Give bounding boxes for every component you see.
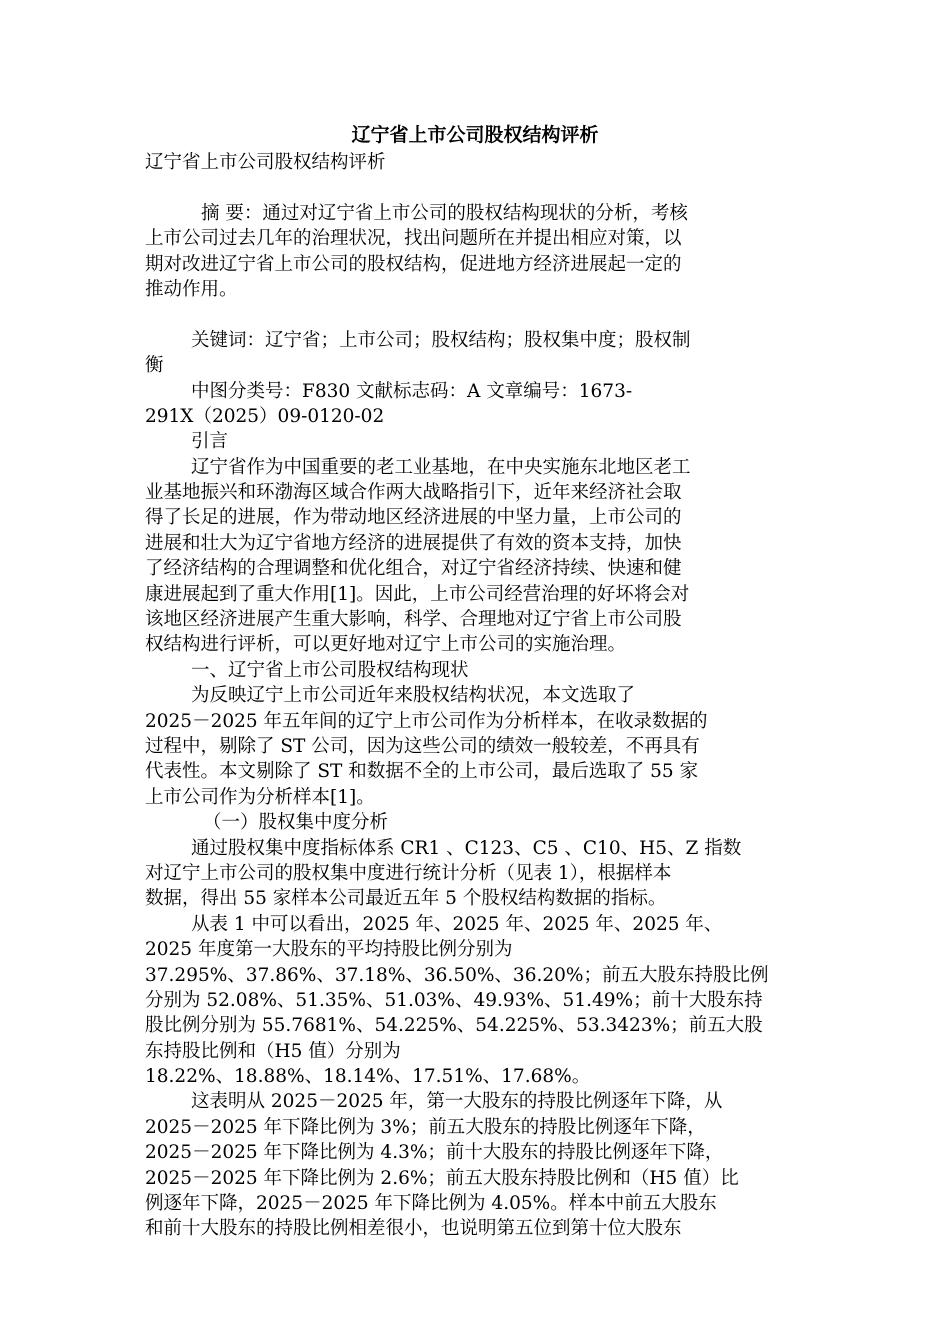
blank-line	[145, 175, 809, 200]
paragraph-line: 数据，得出 55 家样本公司最近五年 5 个股权结构数据的指标。	[145, 888, 667, 910]
paragraph-line: 18.22%、18.88%、18.14%、17.51%、17.68%。	[145, 1066, 591, 1088]
paragraph-line: 2025 年度第一大股东的平均持股比例分别为	[145, 939, 513, 961]
abstract-line: 摘 要：通过对辽宁省上市公司的股权结构现状的分析，考核	[201, 202, 688, 224]
blank-line	[145, 302, 809, 327]
paragraph-line: 2025－2025 年下降比例为 3%；前五大股东的持股比例逐年下降，	[145, 1116, 706, 1138]
paragraph-line: 从表 1 中可以看出，2025 年、2025 年、2025 年、2025 年、	[191, 913, 723, 935]
paragraph-line: 东持股比例和（H5 值）分别为	[145, 1040, 401, 1062]
paragraph-line: 分别为 52.08%、51.35%、51.03%、49.93%、51.49%；前十大股东持	[145, 989, 763, 1011]
subtitle-line: 辽宁省上市公司股权结构评析	[145, 152, 386, 173]
section-heading: 一、辽宁省上市公司股权结构现状	[191, 659, 469, 681]
paragraph-line: 得了长足的进展，作为带动地区经济进展的中坚力量，上市公司的	[145, 507, 682, 529]
keywords-line: 关键词：辽宁省；上市公司；股权结构；股权集中度；股权制	[191, 329, 691, 351]
keywords-line: 衡	[145, 355, 164, 377]
paragraph-line: 了经济结构的合理调整和优化组合，对辽宁省经济持续、快速和健	[145, 558, 682, 580]
paragraph-line: 过程中，剔除了 ST 公司，因为这些公司的绩效一般较差，不再具有	[145, 735, 700, 757]
abstract-line: 期对改进辽宁省上市公司的股权结构，促进地方经济进展起一定的	[145, 253, 682, 275]
classification-line: 中图分类号：F830 文献标志码：A 文章编号：1673-	[191, 380, 633, 402]
paragraph-line: 为反映辽宁上市公司近年来股权结构状况，本文选取了	[191, 685, 636, 707]
paragraph-line: 上市公司作为分析样本[1]。	[145, 786, 375, 808]
paragraph-line: 2025－2025 年五年间的辽宁上市公司作为分析样本，在收录数据的	[145, 710, 708, 732]
paragraph-line: 通过股权集中度指标体系 CR1 、C123、C5 、C10、H5、Z 指数	[191, 837, 742, 859]
abstract-line: 上市公司过去几年的治理状况，找出问题所在并提出相应对策，以	[145, 228, 682, 250]
paragraph-line: 业基地振兴和环渤海区域合作两大战略指引下，近年来经济社会取	[145, 482, 682, 504]
subsection-heading: （一）股权集中度分析	[203, 812, 389, 834]
document-body	[145, 150, 809, 1242]
classification-line: 291X（2025）09-0120-02	[145, 405, 385, 427]
document-title: 辽宁省上市公司股权结构评析	[351, 124, 599, 146]
paragraph-line: 2025－2025 年下降比例为 4.3%；前十大股东的持股比例逐年下降，	[145, 1142, 724, 1164]
paragraph-line: 代表性。本文剔除了 ST 和数据不全的上市公司，最后选取了 55 家	[145, 761, 699, 783]
paragraph-line: 权结构进行评析，可以更好地对辽宁上市公司的实施治理。	[145, 634, 627, 656]
paragraph-line: 和前十大股东的持股比例相差很小，也说明第五位到第十位大股东	[145, 1218, 682, 1240]
paragraph-line: 辽宁省作为中国重要的老工业基地，在中央实施东北地区老工	[191, 456, 691, 478]
paragraph-line: 该地区经济进展产生重大影响，科学、合理地对辽宁省上市公司股	[145, 609, 682, 631]
section-heading: 引言	[191, 431, 229, 453]
paragraph-line: 股比例分别为 55.7681%、54.225%、54.225%、53.3423%；前五大股	[145, 1015, 763, 1037]
paragraph-line: 康进展起到了重大作用[1]。因此，上市公司经营治理的好坏将会对	[145, 583, 690, 605]
paragraph-line: 进展和壮大为辽宁省地方经济的进展提供了有效的资本支持，加快	[145, 532, 682, 554]
paragraph-line: 2025－2025 年下降比例为 2.6%；前五大股东持股比例和（H5 值）比	[145, 1167, 739, 1189]
paragraph-line: 这表明从 2025－2025 年，第一大股东的持股比例逐年下降，从	[191, 1091, 723, 1113]
paragraph-line: 37.295%、37.86%、37.18%、36.50%、36.20%；前五大股东持股比例	[145, 964, 769, 986]
paragraph-line: 例逐年下降，2025－2025 年下降比例为 4.05%。样本中前五大股东	[145, 1193, 717, 1215]
paragraph-line: 对辽宁上市公司的股权集中度进行统计分析（见表 1），根据样本	[145, 862, 672, 884]
abstract-line: 推动作用。	[145, 278, 238, 300]
